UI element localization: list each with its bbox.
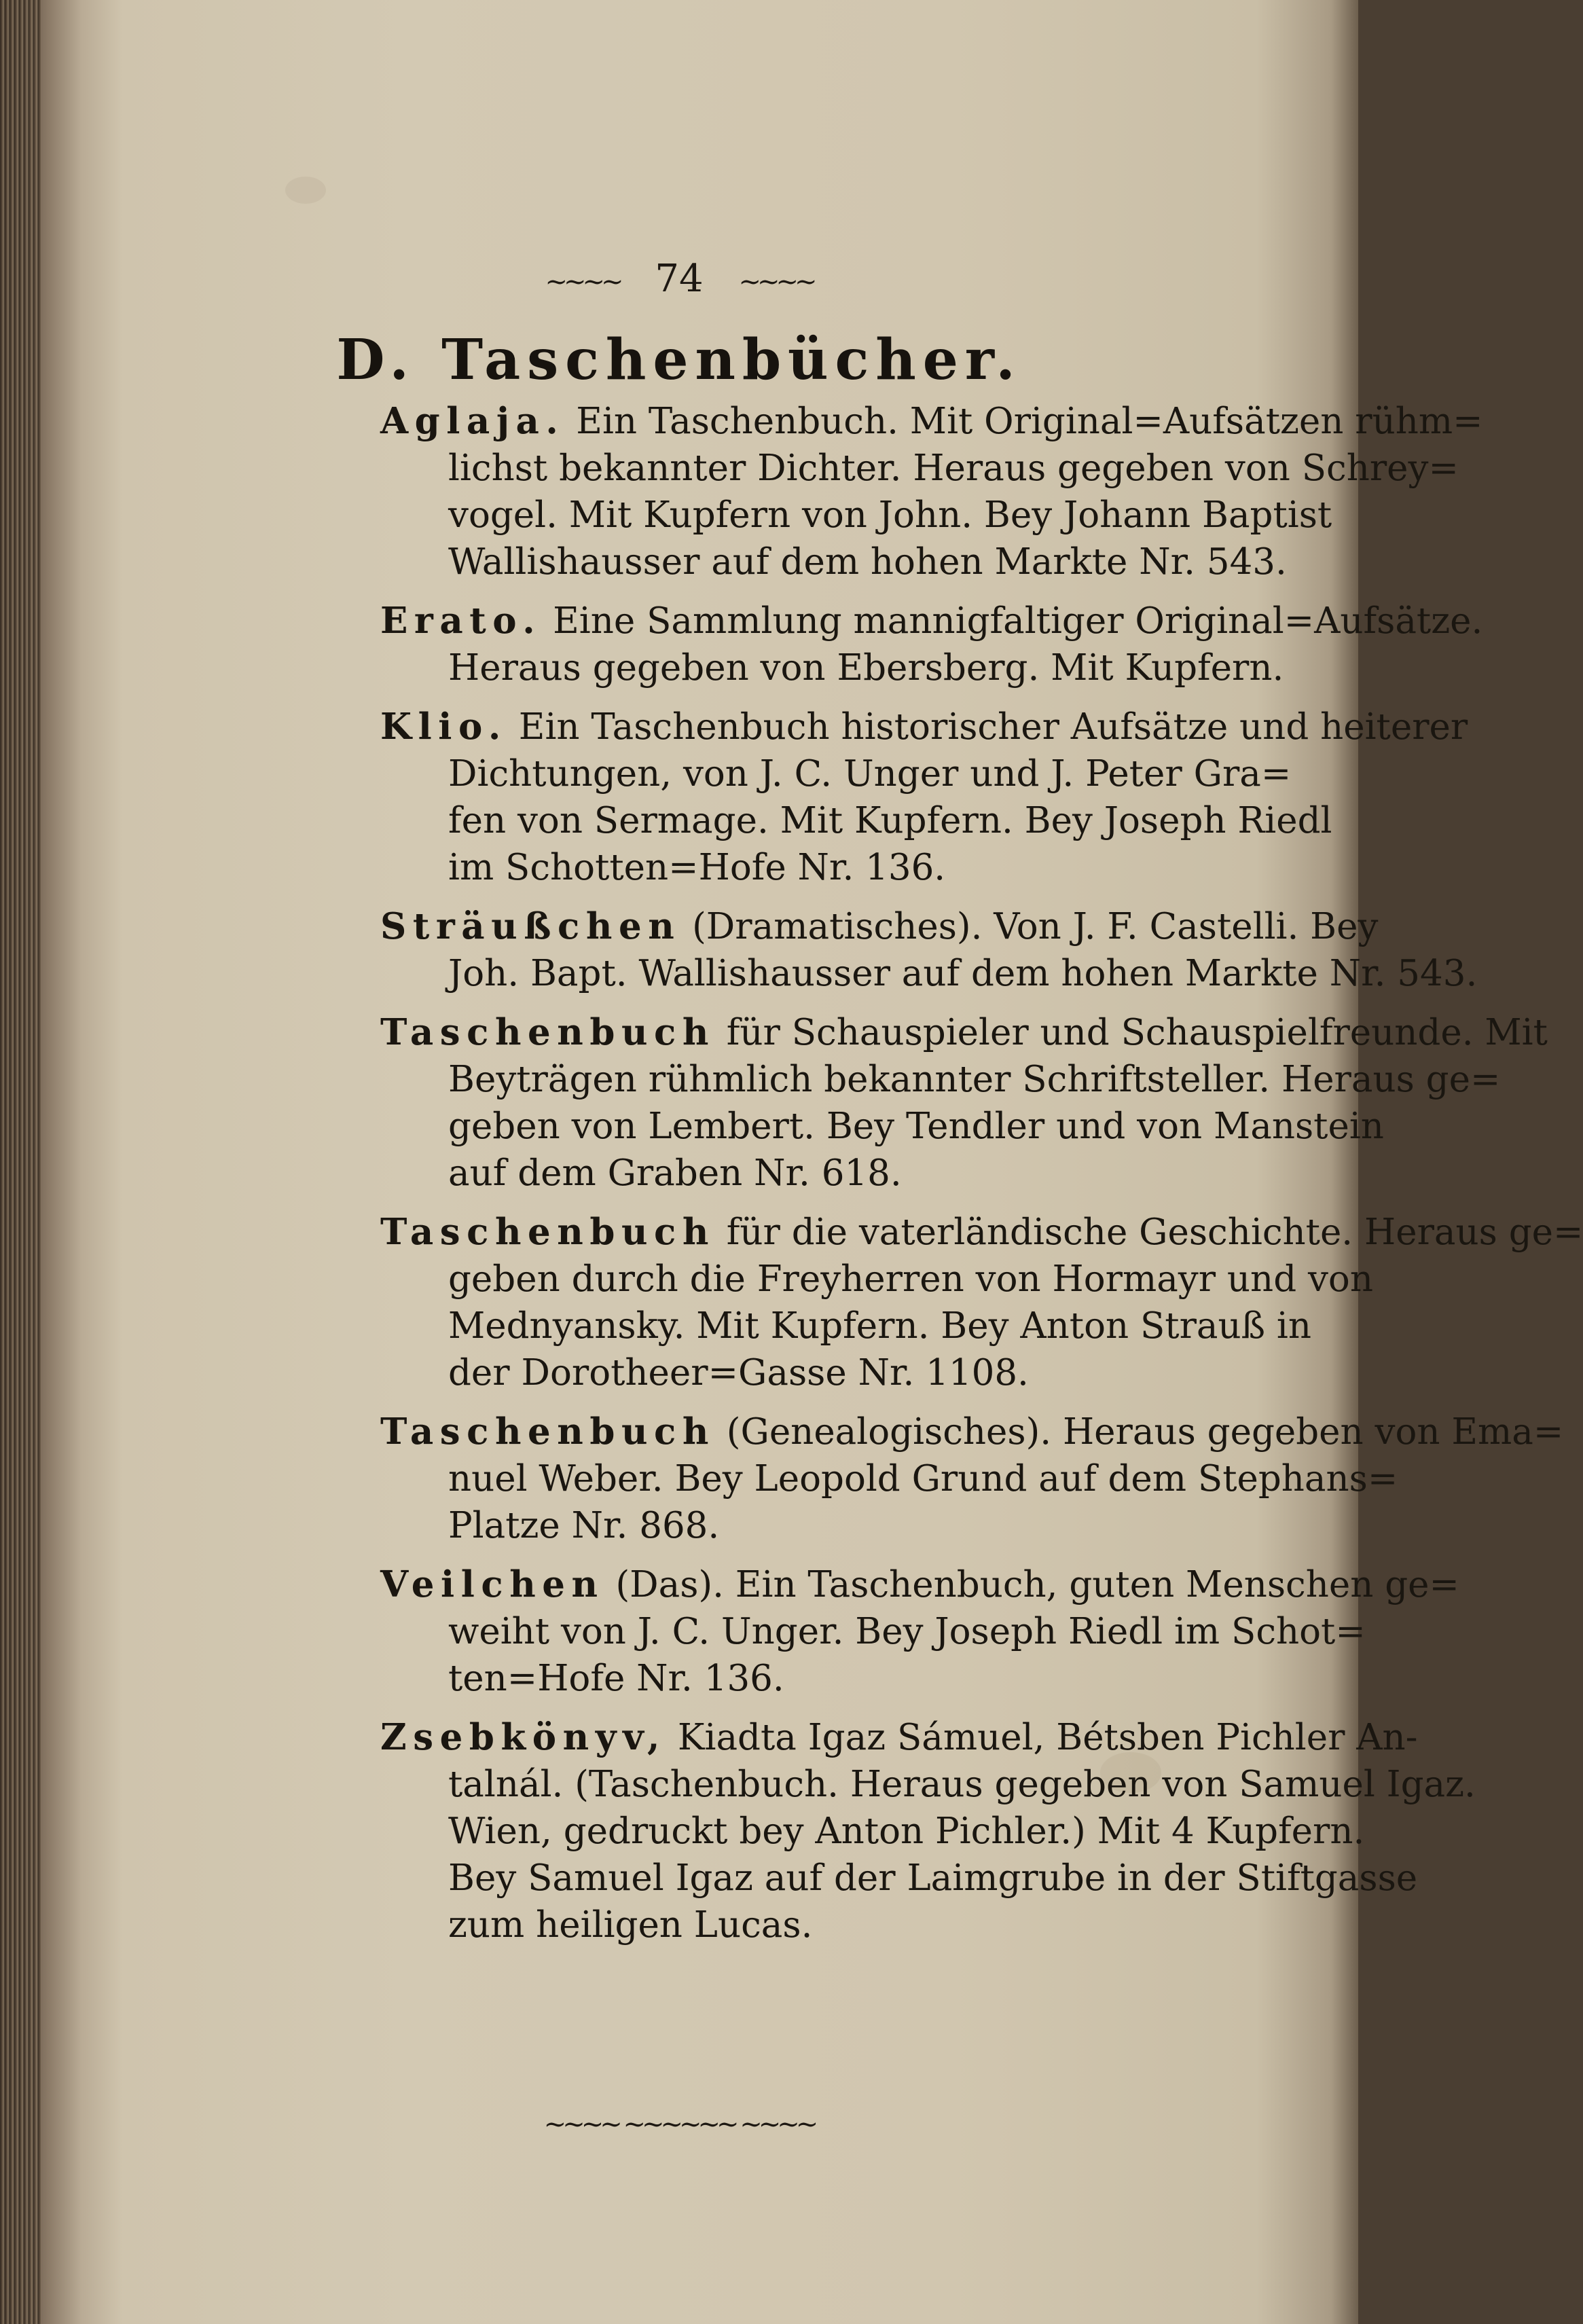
paper-stain (285, 177, 326, 204)
entry-key: Taschenbuch (380, 1211, 715, 1253)
entry-erato (380, 598, 1483, 691)
entry-line: Platze Nr. 868. (448, 1505, 720, 1546)
entry-list (380, 398, 1583, 1961)
entry-line: Beyträgen rühmlich bekannter Schriftsteller. Heraus ge= (448, 1059, 1501, 1100)
entry-text: Eine Sammlung mannigfaltiger Original=Aufsätze. (541, 600, 1483, 642)
entry-line: weiht von J. C. Unger. Bey Joseph Riedl im Schot= (448, 1611, 1366, 1652)
entry-line: nuel Weber. Bey Leopold Grund auf dem Stephans= (448, 1458, 1398, 1500)
entry-line (380, 1009, 1548, 1056)
entry-line (380, 598, 1483, 644)
entry-line: der Dorotheer=Gasse Nr. 1108. (448, 1352, 1029, 1394)
entry-text: Ein Taschenbuch. Mit Original=Aufsätzen rühm= (564, 401, 1483, 442)
entry-line: ten=Hofe Nr. 136. (448, 1658, 784, 1699)
entry-line: Joh. Bapt. Wallishausser auf dem hohen Markte Nr. 543. (448, 953, 1478, 994)
entry-line: fen von Sermage. Mit Kupfern. Bey Joseph Riedl (448, 800, 1332, 841)
entry-line: Heraus gegeben von Ebersberg. Mit Kupfern. (448, 647, 1284, 689)
header-ornament-left: ~~~~ (545, 266, 620, 297)
entry-text: für die vaterländische Geschichte. Heraus ge= (714, 1212, 1583, 1253)
entry-text: Kiadta Igaz Sámuel, Bétsben Pichler An- (666, 1717, 1418, 1758)
entry-line: Dichtungen, von J. C. Unger und J. Peter Gra= (448, 753, 1292, 795)
entry-key: Taschenbuch (380, 1011, 715, 1053)
page-number: 74 (655, 257, 704, 301)
entry-line: geben von Lembert. Bey Tendler und von Manstein (448, 1106, 1384, 1147)
entry-taschenbuch-genealogisches (380, 1409, 1564, 1549)
header-ornament-right: ~~~~ (738, 266, 814, 297)
entry-line: Mednyansky. Mit Kupfern. Bey Anton Strauß in (448, 1305, 1311, 1347)
entry-line: lichst bekannter Dichter. Heraus gegeben von Schrey= (448, 448, 1459, 489)
entry-line: zum heiligen Lucas. (448, 1904, 813, 1946)
section-title: D. Taschenbücher. (336, 327, 1022, 393)
entry-line (380, 398, 1483, 445)
entry-key: Zsebkönyv, (380, 1716, 667, 1758)
entry-key: Taschenbuch (380, 1411, 715, 1453)
entry-line: talnál. (Taschenbuch. Heraus gegeben von Samuel Igaz. (448, 1764, 1476, 1805)
entry-key: Veilchen (380, 1563, 604, 1605)
entry-key: Erato. (380, 600, 542, 642)
entry-straeusschen (380, 903, 1478, 997)
entry-key: Klio. (380, 706, 507, 748)
entry-line: Wallishausser auf dem hohen Markte Nr. 543. (448, 541, 1287, 583)
entry-klio (380, 704, 1468, 891)
entry-line: Wien, gedruckt bey Anton Pichler.) Mit 4 Kupfern. (448, 1811, 1365, 1852)
entry-veilchen (380, 1561, 1459, 1702)
entry-line: im Schotten=Hofe Nr. 136. (448, 847, 946, 888)
entry-line: vogel. Mit Kupfern von John. Bey Johann Baptist (448, 494, 1332, 536)
entry-aglaja (380, 398, 1483, 585)
entry-line (380, 1714, 1418, 1761)
entry-key: Sträußchen (380, 905, 681, 947)
end-ornament: ~~~~ ~~~~~~ ~~~~ (543, 2109, 815, 2140)
entry-line (380, 1561, 1459, 1608)
entry-zsebkonyv (380, 1714, 1476, 1948)
entry-line (380, 704, 1468, 750)
entry-text: Ein Taschenbuch historischer Aufsätze und heiterer (507, 706, 1468, 748)
entry-line: geben durch die Freyherren von Hormayr und von (448, 1258, 1373, 1300)
entry-line: Bey Samuel Igaz auf der Laimgrube in der Stiftgasse (448, 1857, 1418, 1899)
entry-line: auf dem Graben Nr. 618. (448, 1152, 902, 1194)
entry-line (380, 903, 1379, 950)
entry-text: für Schauspieler und Schauspielfreunde. Mit (714, 1012, 1548, 1053)
page-header (0, 257, 1358, 301)
entry-taschenbuch-geschichte (380, 1209, 1583, 1396)
entry-text: (Das). Ein Taschenbuch, guten Menschen ge= (604, 1564, 1459, 1605)
entry-line (380, 1409, 1564, 1455)
entry-key: Aglaja. (380, 400, 565, 442)
entry-taschenbuch-schauspieler (380, 1009, 1548, 1197)
entry-text: (Dramatisches). Von J. F. Castelli. Bey (680, 906, 1379, 947)
entry-text: (Genealogisches). Heraus gegeben von Ema= (714, 1411, 1564, 1453)
entry-line (380, 1209, 1583, 1256)
